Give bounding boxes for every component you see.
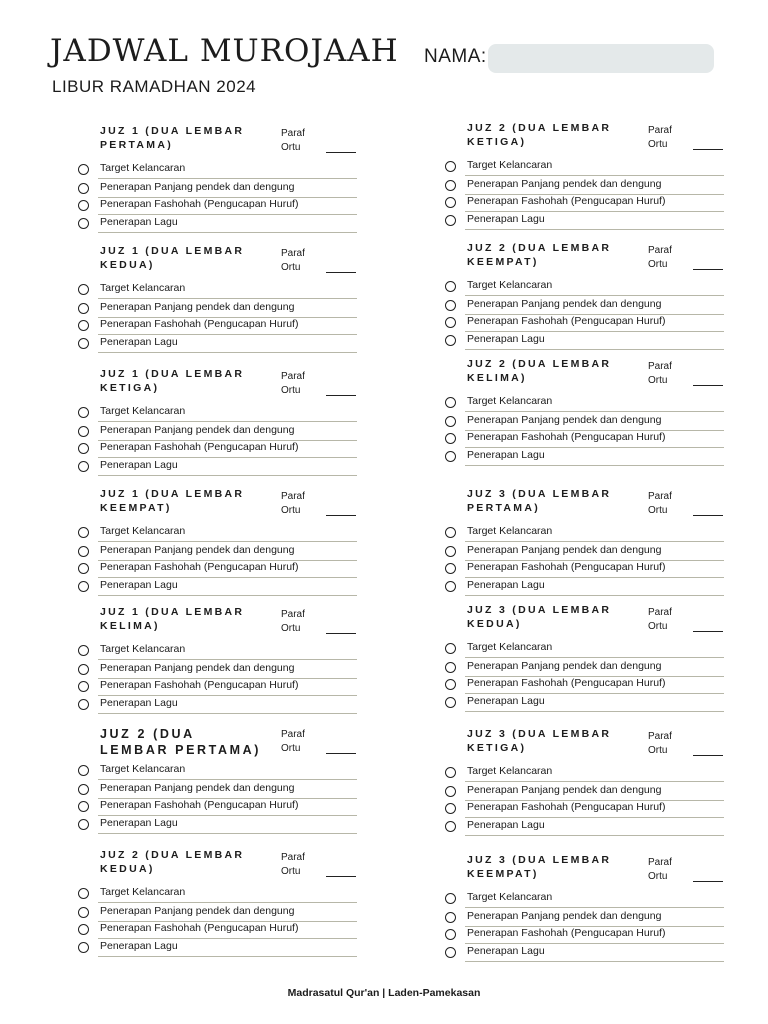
checkbox-circle[interactable] [445, 662, 456, 673]
checklist-item [445, 394, 727, 411]
checklist-item [445, 783, 727, 800]
checklist-item-label: Penerapan Lagu [467, 695, 545, 707]
checkbox-circle[interactable] [78, 645, 89, 656]
murojaah-block [445, 358, 735, 476]
item-underline [98, 541, 357, 542]
checklist-item-label: Penerapan Fashohah (Pengucapan Huruf) [100, 561, 299, 573]
checklist-item-label: Penerapan Fashohah (Pengucapan Huruf) [100, 318, 299, 330]
checklist-item [78, 904, 360, 921]
checkbox-circle[interactable] [78, 924, 89, 935]
paraf-signature-line[interactable] [693, 385, 723, 386]
checkbox-circle[interactable] [78, 183, 89, 194]
checkbox-circle[interactable] [78, 338, 89, 349]
item-underline [465, 411, 724, 412]
checklist-item [445, 909, 727, 926]
checklist-item [445, 297, 727, 314]
checklist-item-label: Penerapan Panjang pendek dan dengung [467, 178, 662, 190]
checklist-item [445, 524, 727, 541]
checklist-item-label: Target Kelancaran [467, 891, 553, 903]
checklist-item-label: Target Kelancaran [100, 643, 186, 655]
checkbox-circle[interactable] [445, 451, 456, 462]
murojaah-block [78, 606, 368, 724]
checklist-item-label: Penerapan Lagu [467, 213, 545, 225]
checklist-item [445, 676, 727, 693]
checkbox-circle[interactable] [445, 893, 456, 904]
checklist-item-label: Target Kelancaran [467, 279, 553, 291]
checklist-item [445, 659, 727, 676]
checkbox-circle[interactable] [78, 320, 89, 331]
checklist-item-label: Target Kelancaran [467, 395, 553, 407]
checklist-item [445, 212, 727, 229]
checklist-item [445, 694, 727, 711]
checklist-item [445, 640, 727, 657]
checklist-item-label: Penerapan Panjang pendek dan dengung [100, 301, 295, 313]
checklist-item-label: Penerapan Lagu [100, 459, 178, 471]
checkbox-circle[interactable] [78, 784, 89, 795]
checklist-item [445, 332, 727, 349]
block-title: JUZ 3 (DUA LEMBAR KEDUA) [467, 604, 612, 630]
checkbox-circle[interactable] [78, 218, 89, 229]
footer-text: Madrasatul Qur'an | Laden-Pamekasan [287, 987, 481, 999]
block-title: JUZ 3 (DUA LEMBAR KETIGA) [467, 728, 612, 754]
paraf-signature-line[interactable] [693, 755, 723, 756]
paraf-ortu-label: Paraf Ortu [281, 371, 305, 396]
checklist-item [78, 404, 360, 421]
checkbox-circle[interactable] [78, 546, 89, 557]
checkbox-circle[interactable] [78, 527, 89, 538]
checklist-item [445, 158, 727, 175]
checklist-item [78, 543, 360, 560]
checklist-item [78, 300, 360, 317]
checkbox-circle[interactable] [445, 433, 456, 444]
paraf-ortu-label: Paraf Ortu [281, 491, 305, 516]
murojaah-block [78, 488, 368, 606]
block-title: JUZ 1 (DUA LEMBAR KELIMA) [100, 606, 245, 632]
checkbox-circle[interactable] [445, 679, 456, 690]
checkbox-circle[interactable] [445, 215, 456, 226]
checklist-item-label: Penerapan Fashohah (Pengucapan Huruf) [467, 677, 666, 689]
checkbox-circle[interactable] [78, 581, 89, 592]
item-underline [465, 349, 724, 350]
checklist-item [445, 926, 727, 943]
checklist-item-label: Penerapan Lagu [467, 579, 545, 591]
checkbox-circle[interactable] [445, 180, 456, 191]
item-underline [465, 835, 724, 836]
murojaah-block [445, 854, 735, 972]
checklist-item [78, 215, 360, 232]
checklist-item [445, 764, 727, 781]
checklist-item-label: Penerapan Panjang pendek dan dengung [100, 544, 295, 556]
checklist-item-label: Target Kelancaran [467, 159, 553, 171]
checkbox-circle[interactable] [445, 161, 456, 172]
checklist-item-label: Penerapan Lagu [100, 336, 178, 348]
checklist-item-label: Penerapan Fashohah (Pengucapan Huruf) [100, 198, 299, 210]
block-title: JUZ 3 (DUA LEMBAR PERTAMA) [467, 488, 612, 514]
checklist-item [78, 696, 360, 713]
item-underline [98, 178, 357, 179]
checklist-item [445, 430, 727, 447]
checklist-item-label: Target Kelancaran [100, 886, 186, 898]
checkbox-circle[interactable] [78, 164, 89, 175]
block-title: JUZ 2 (DUA LEMBAR KELIMA) [467, 358, 612, 384]
checklist-item [445, 818, 727, 835]
checklist-item [78, 661, 360, 678]
item-underline [465, 907, 724, 908]
checkbox-circle[interactable] [78, 461, 89, 472]
checklist-item [78, 440, 360, 457]
checkbox-circle[interactable] [78, 699, 89, 710]
item-underline [98, 713, 357, 714]
checklist-item [78, 423, 360, 440]
murojaah-block [445, 604, 735, 722]
block-title: JUZ 2 (DUA LEMBAR PERTAMA) [100, 727, 261, 757]
paraf-ortu-label: Paraf Ortu [648, 491, 672, 516]
checkbox-circle[interactable] [445, 912, 456, 923]
paraf-ortu-label: Paraf Ortu [648, 245, 672, 270]
checklist-item-label: Penerapan Lagu [100, 697, 178, 709]
checkbox-circle[interactable] [445, 803, 456, 814]
paraf-ortu-label: Paraf Ortu [648, 857, 672, 882]
checklist-item-label: Target Kelancaran [467, 641, 553, 653]
paraf-signature-line[interactable] [326, 633, 356, 634]
checkbox-circle[interactable] [78, 888, 89, 899]
murojaah-block [78, 368, 368, 486]
checkbox-circle[interactable] [445, 416, 456, 427]
checkbox-circle[interactable] [445, 786, 456, 797]
item-underline [98, 475, 357, 476]
checklist-item-label: Target Kelancaran [100, 282, 186, 294]
item-underline [465, 595, 724, 596]
checklist-item [78, 458, 360, 475]
item-underline [98, 659, 357, 660]
murojaah-block [78, 726, 368, 844]
checklist-item-label: Penerapan Fashohah (Pengucapan Huruf) [100, 799, 299, 811]
checkbox-circle[interactable] [78, 407, 89, 418]
paraf-signature-line[interactable] [326, 753, 356, 754]
item-underline [465, 541, 724, 542]
item-underline [98, 595, 357, 596]
paraf-ortu-label: Paraf Ortu [281, 609, 305, 634]
checklist-item-label: Penerapan Panjang pendek dan dengung [467, 414, 662, 426]
item-underline [465, 711, 724, 712]
item-underline [465, 657, 724, 658]
checkbox-circle[interactable] [78, 942, 89, 953]
checklist-item [78, 678, 360, 695]
paraf-signature-line[interactable] [326, 272, 356, 273]
paraf-signature-line[interactable] [693, 881, 723, 882]
murojaah-block [445, 488, 735, 606]
checklist-item [78, 335, 360, 352]
paraf-ortu-label: Paraf Ortu [648, 361, 672, 386]
checklist-item-label: Penerapan Panjang pendek dan dengung [467, 784, 662, 796]
checklist-item-label: Penerapan Panjang pendek dan dengung [467, 298, 662, 310]
checklist-item-label: Penerapan Lagu [467, 819, 545, 831]
checklist-item-label: Target Kelancaran [467, 525, 553, 537]
item-underline [98, 833, 357, 834]
paraf-signature-line[interactable] [693, 149, 723, 150]
checklist-item [78, 560, 360, 577]
checklist-item [445, 800, 727, 817]
item-underline [465, 229, 724, 230]
checkbox-circle[interactable] [78, 303, 89, 314]
checkbox-circle[interactable] [445, 581, 456, 592]
checklist-item-label: Target Kelancaran [100, 525, 186, 537]
block-title: JUZ 1 (DUA LEMBAR KEDUA) [100, 245, 245, 271]
checklist-item-label: Penerapan Panjang pendek dan dengung [467, 544, 662, 556]
item-underline [98, 956, 357, 957]
checkbox-circle[interactable] [78, 907, 89, 918]
paraf-signature-line[interactable] [693, 515, 723, 516]
item-underline [465, 961, 724, 962]
checklist-item-label: Penerapan Panjang pendek dan dengung [100, 181, 295, 193]
checklist-item-label: Target Kelancaran [100, 763, 186, 775]
checklist-item-label: Penerapan Lagu [467, 449, 545, 461]
page-title: JADWAL MUROJAAH [50, 33, 399, 69]
checklist-item [78, 180, 360, 197]
checklist-item [445, 177, 727, 194]
checkbox-circle[interactable] [78, 284, 89, 295]
checklist-item [78, 197, 360, 214]
page-subtitle: LIBUR RAMADHAN 2024 [52, 77, 257, 96]
paraf-ortu-label: Paraf Ortu [281, 729, 305, 754]
checklist-item [78, 578, 360, 595]
paraf-ortu-label: Paraf Ortu [648, 125, 672, 150]
checklist-item [445, 448, 727, 465]
paraf-ortu-label: Paraf Ortu [281, 128, 305, 153]
checklist-item [78, 642, 360, 659]
checklist-item-label: Penerapan Fashohah (Pengucapan Huruf) [100, 441, 299, 453]
checkbox-circle[interactable] [78, 426, 89, 437]
checklist-item-label: Penerapan Panjang pendek dan dengung [100, 424, 295, 436]
item-underline [98, 232, 357, 233]
paraf-signature-line[interactable] [693, 269, 723, 270]
checklist-item [445, 543, 727, 560]
checkbox-circle[interactable] [445, 197, 456, 208]
checklist-item-label: Penerapan Lagu [100, 216, 178, 228]
checklist-item-label: Penerapan Panjang pendek dan dengung [467, 660, 662, 672]
checklist-item-label: Penerapan Fashohah (Pengucapan Huruf) [467, 927, 666, 939]
paraf-signature-line[interactable] [326, 515, 356, 516]
item-underline [98, 298, 357, 299]
checkbox-circle[interactable] [78, 443, 89, 454]
item-underline [465, 175, 724, 176]
checkbox-circle[interactable] [78, 801, 89, 812]
block-title: JUZ 1 (DUA LEMBAR KEEMPAT) [100, 488, 245, 514]
murojaah-block [78, 245, 368, 363]
checklist-item [78, 524, 360, 541]
checklist-item [445, 944, 727, 961]
checkbox-circle[interactable] [445, 821, 456, 832]
nama-label: NAMA: [424, 46, 487, 67]
nama-input[interactable] [488, 44, 714, 73]
murojaah-block [78, 125, 368, 243]
checklist-item [445, 890, 727, 907]
murojaah-block [445, 122, 735, 240]
checklist-item-label: Target Kelancaran [100, 405, 186, 417]
checklist-item-label: Penerapan Fashohah (Pengucapan Huruf) [467, 561, 666, 573]
checklist-item-label: Target Kelancaran [100, 162, 186, 174]
checkbox-circle[interactable] [445, 947, 456, 958]
checkbox-circle[interactable] [78, 819, 89, 830]
item-underline [98, 902, 357, 903]
checklist-item-label: Penerapan Fashohah (Pengucapan Huruf) [100, 922, 299, 934]
checkbox-circle[interactable] [445, 397, 456, 408]
paraf-signature-line[interactable] [326, 395, 356, 396]
checkbox-circle[interactable] [445, 546, 456, 557]
checklist-item [78, 939, 360, 956]
checklist-item [78, 281, 360, 298]
item-underline [465, 295, 724, 296]
checklist-item-label: Penerapan Lagu [100, 940, 178, 952]
checklist-item [78, 885, 360, 902]
paraf-ortu-label: Paraf Ortu [281, 852, 305, 877]
checkbox-circle[interactable] [445, 929, 456, 940]
checklist-item-label: Penerapan Fashohah (Pengucapan Huruf) [467, 195, 666, 207]
checklist-item [78, 317, 360, 334]
checkbox-circle[interactable] [445, 697, 456, 708]
checklist-item-label: Target Kelancaran [467, 765, 553, 777]
checkbox-circle[interactable] [78, 200, 89, 211]
paraf-ortu-label: Paraf Ortu [648, 607, 672, 632]
checkbox-circle[interactable] [445, 281, 456, 292]
checkbox-circle[interactable] [445, 335, 456, 346]
checkbox-circle[interactable] [78, 664, 89, 675]
checklist-item-label: Penerapan Panjang pendek dan dengung [100, 662, 295, 674]
checklist-item-label: Penerapan Lagu [467, 945, 545, 957]
item-underline [465, 781, 724, 782]
murojaah-block [445, 242, 735, 360]
block-title: JUZ 2 (DUA LEMBAR KETIGA) [467, 122, 612, 148]
paraf-signature-line[interactable] [326, 876, 356, 877]
checkbox-circle[interactable] [445, 767, 456, 778]
checklist-item-label: Penerapan Fashohah (Pengucapan Huruf) [467, 431, 666, 443]
item-underline [98, 779, 357, 780]
paraf-ortu-label: Paraf Ortu [281, 248, 305, 273]
checkbox-circle[interactable] [78, 681, 89, 692]
checklist-item-label: Penerapan Fashohah (Pengucapan Huruf) [100, 679, 299, 691]
checklist-item [78, 798, 360, 815]
checklist-item-label: Penerapan Lagu [100, 579, 178, 591]
checkbox-circle[interactable] [445, 527, 456, 538]
paraf-signature-line[interactable] [693, 631, 723, 632]
checklist-item-label: Penerapan Fashohah (Pengucapan Huruf) [467, 801, 666, 813]
checklist-item-label: Penerapan Lagu [100, 817, 178, 829]
murojaah-block [78, 849, 368, 967]
checklist-item-label: Penerapan Lagu [467, 333, 545, 345]
item-underline [98, 352, 357, 353]
checklist-item [445, 560, 727, 577]
block-title: JUZ 2 (DUA LEMBAR KEEMPAT) [467, 242, 612, 268]
block-title: JUZ 1 (DUA LEMBAR PERTAMA) [100, 125, 245, 151]
checklist-item [445, 413, 727, 430]
block-title: JUZ 3 (DUA LEMBAR KEEMPAT) [467, 854, 612, 880]
checklist-item [78, 762, 360, 779]
checklist-item-label: Penerapan Fashohah (Pengucapan Huruf) [467, 315, 666, 327]
checklist-item [445, 194, 727, 211]
checkbox-circle[interactable] [78, 765, 89, 776]
checklist-item-label: Penerapan Panjang pendek dan dengung [100, 905, 295, 917]
checklist-item [445, 578, 727, 595]
paraf-ortu-label: Paraf Ortu [648, 731, 672, 756]
paraf-signature-line[interactable] [326, 152, 356, 153]
murojaah-block [445, 728, 735, 846]
block-title: JUZ 2 (DUA LEMBAR KEDUA) [100, 849, 245, 875]
checkbox-circle[interactable] [78, 563, 89, 574]
checkbox-circle[interactable] [445, 317, 456, 328]
checkbox-circle[interactable] [445, 563, 456, 574]
checklist-item [78, 816, 360, 833]
checklist-item [78, 921, 360, 938]
checkbox-circle[interactable] [445, 300, 456, 311]
checklist-item-label: Penerapan Panjang pendek dan dengung [100, 782, 295, 794]
checklist-item [78, 161, 360, 178]
checklist-item [78, 781, 360, 798]
block-title: JUZ 1 (DUA LEMBAR KETIGA) [100, 368, 245, 394]
item-underline [98, 421, 357, 422]
checklist-item [445, 314, 727, 331]
checklist-item [445, 278, 727, 295]
item-underline [465, 465, 724, 466]
checklist-item-label: Penerapan Panjang pendek dan dengung [467, 910, 662, 922]
checkbox-circle[interactable] [445, 643, 456, 654]
